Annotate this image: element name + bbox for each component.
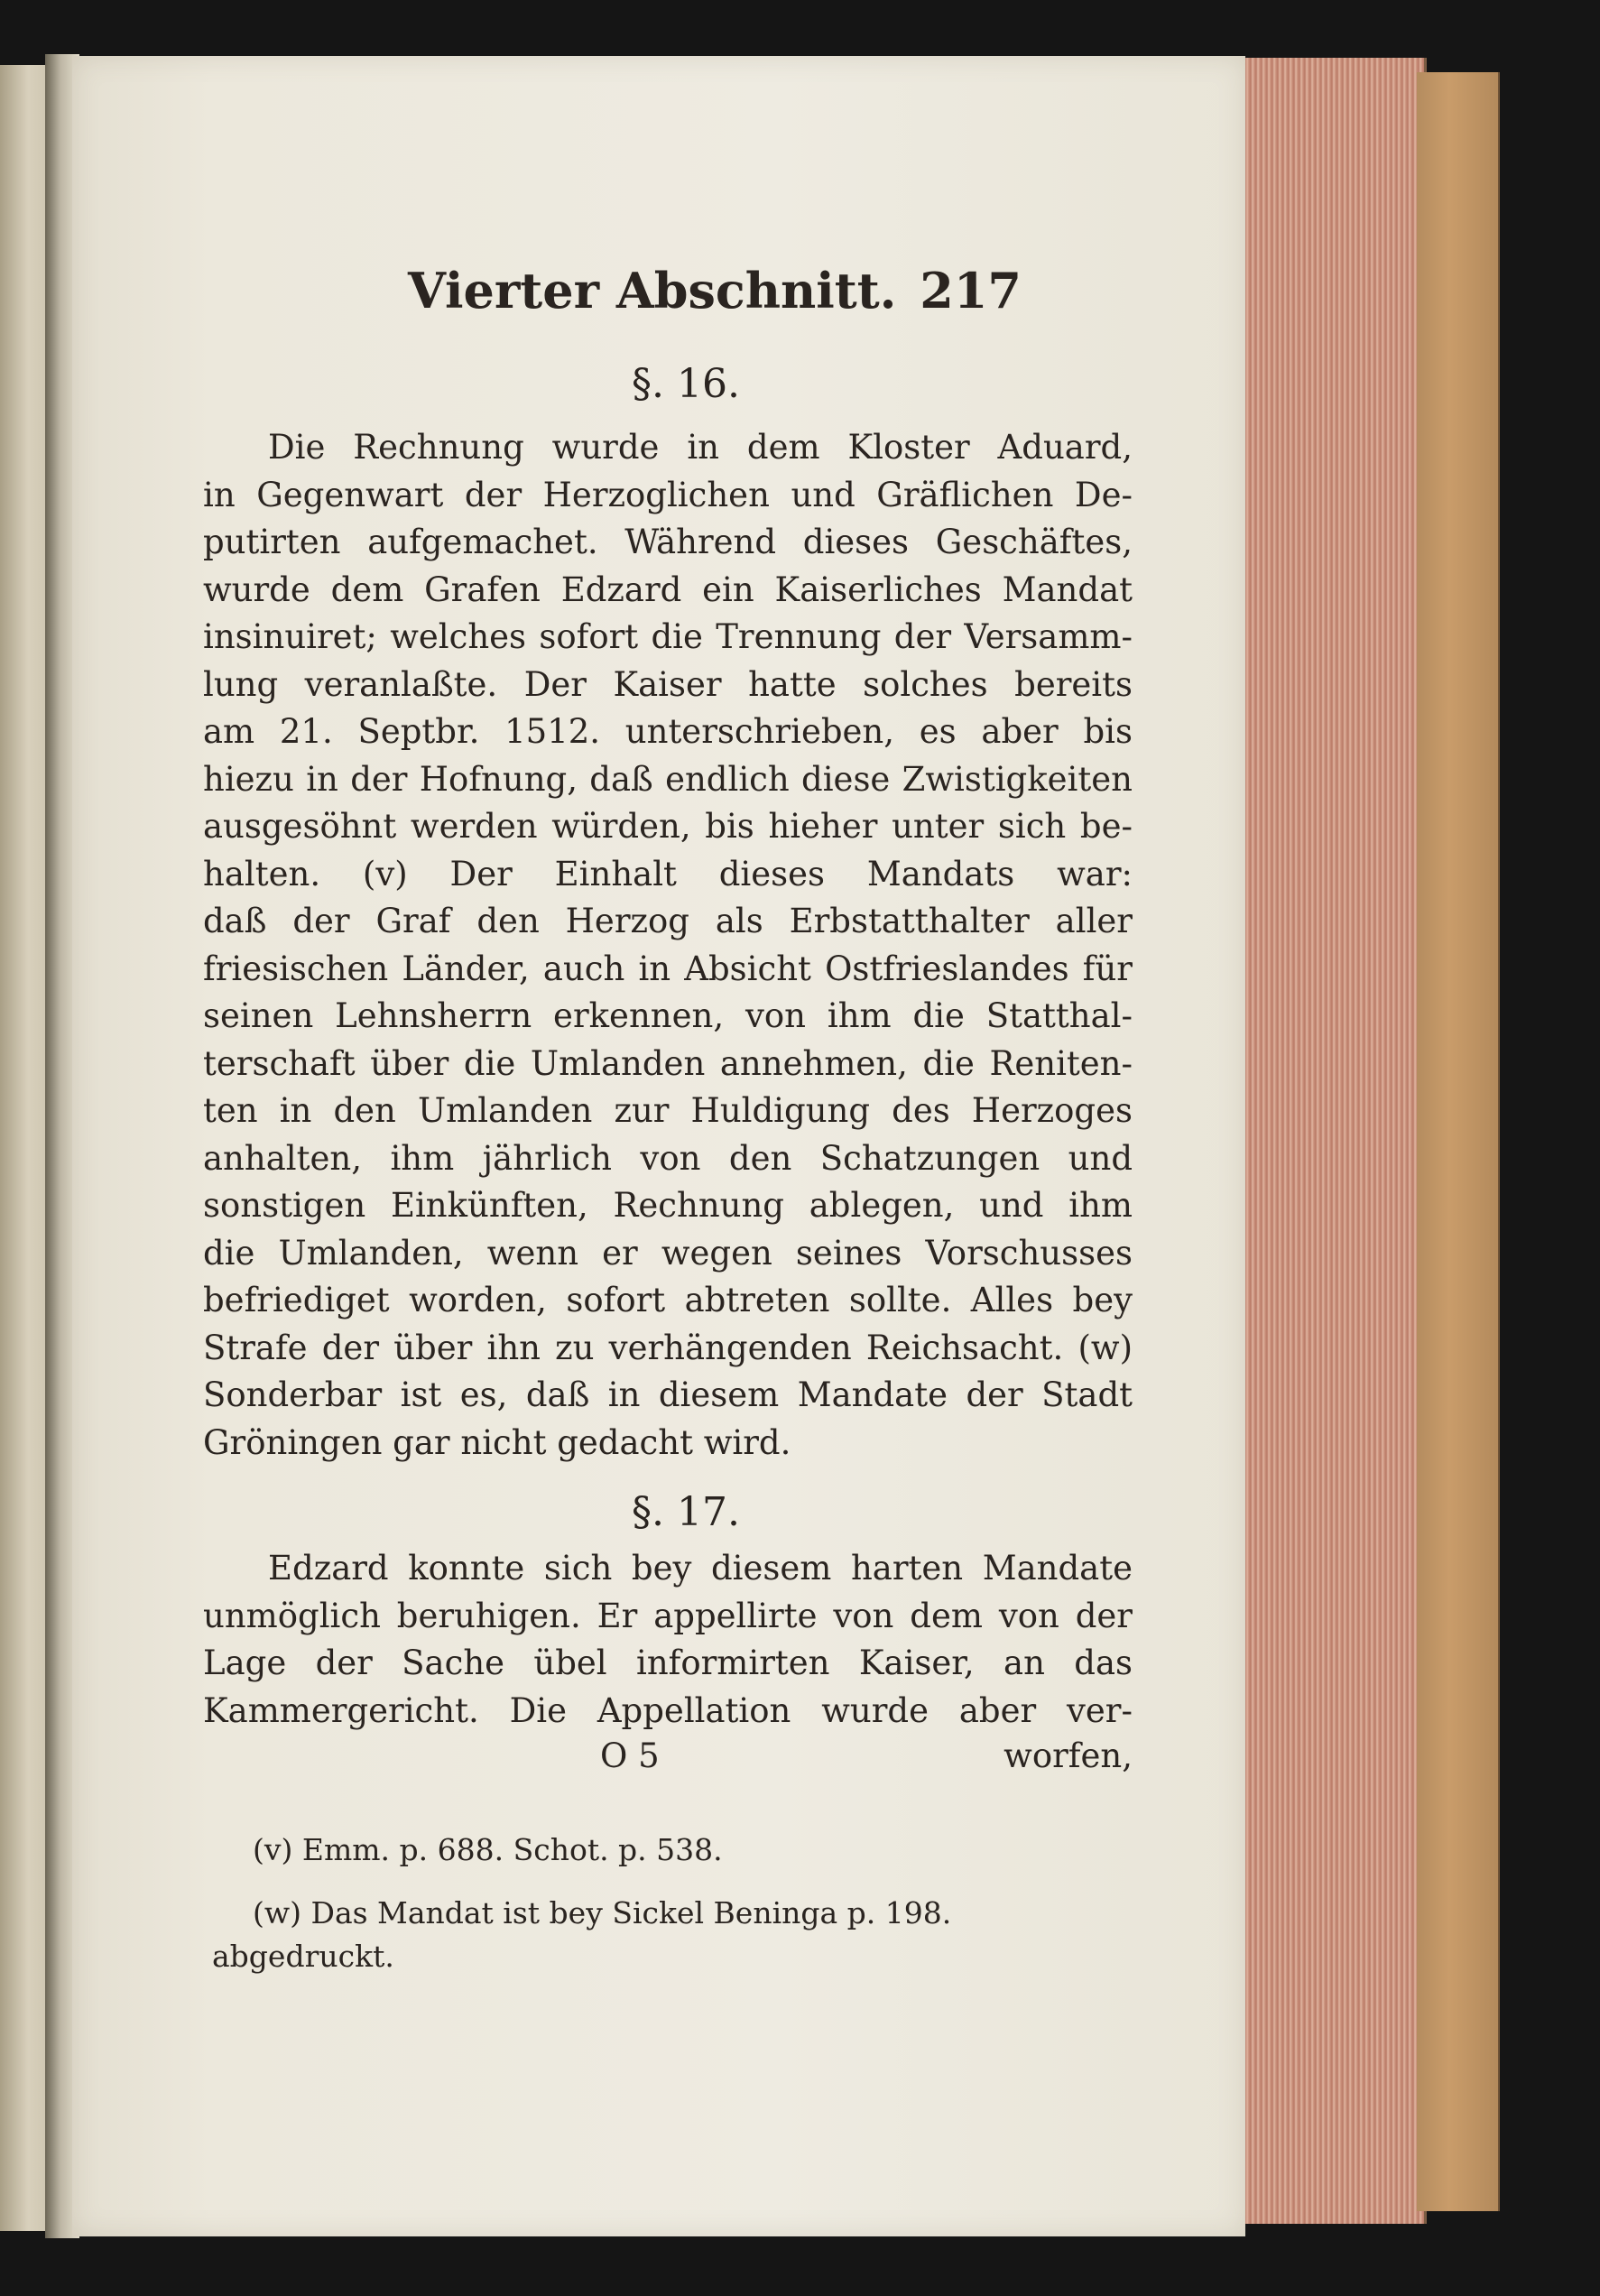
text-line: daß der Graf den Herzog als Erbstatthalter aller [203, 902, 1133, 940]
text-line: putirten aufgemachet. Während dieses Geschäftes, [203, 523, 1133, 561]
text-line: hiezu in der Hofnung, daß endlich diese Zwistigkeiten [203, 759, 1133, 799]
facing-page-edge [0, 65, 47, 2231]
text-line: lung veranlaßte. Der Kaiser hatte solches bereits [203, 664, 1133, 704]
text-line: die Umlanden, wenn er wegen seines Vorschusses [203, 1233, 1133, 1273]
text-line: terschaft über die Umlanden annehmen, die Reniten- [203, 1043, 1133, 1083]
page-number: 217 [920, 262, 1022, 319]
text-line: Sonderbar ist es, daß in diesem Mandate der Stadt [203, 1375, 1133, 1414]
text-line: Edzard konnte sich bey diesem harten Mandate [268, 1549, 1133, 1588]
footnote-w-line: (w) Das Mandat ist bey Sickel Beninga p. 198. [253, 1895, 952, 1930]
paragraph-section-17 [203, 1545, 1133, 1735]
text-line: wurde dem Grafen Edzard ein Kaiserliches Mandat [203, 569, 1133, 609]
text-line: Gröningen gar nicht gedacht wird. [203, 1422, 791, 1462]
text-line: in Gegenwart der Herzoglichen und Gräflichen De- [203, 475, 1133, 514]
text-line: ausgesöhnt werden würden, bis hieher unter sich be- [203, 807, 1133, 846]
text-line: seinen Lehnsherrn erkennen, von ihm die Statthal- [203, 996, 1133, 1035]
text-line: am 21. Septbr. 1512. unterschrieben, es aber bis [203, 712, 1133, 751]
signature-line [203, 1736, 1133, 1783]
text-line: friesischen Länder, auch in Absicht Ostfrieslandes für [203, 949, 1133, 988]
text-line: halten. (v) Der Einhalt dieses Mandats war: [203, 854, 1133, 893]
running-title: Vierter Abschnitt. [408, 262, 897, 319]
signature-mark: O 5 [600, 1736, 660, 1775]
text-line: Kammergericht. Die Appellation wurde aber ver- [203, 1690, 1133, 1730]
text-line: insinuiret; welches sofort die Trennung der Versamm- [203, 617, 1133, 656]
footnote-w [212, 1892, 1133, 1978]
footnote-w-line: abgedruckt. [212, 1939, 394, 1974]
book-page [72, 56, 1245, 2236]
section-heading: §. 17. [632, 1489, 740, 1535]
text-line: Die Rechnung wurde in dem Kloster Aduard, [268, 428, 1133, 467]
text-line: Lage der Sache übel informirten Kaiser, an das [203, 1643, 1133, 1682]
paragraph-section-16 [203, 424, 1133, 1467]
text-line: anhalten, ihm jährlich von den Schatzungen und [203, 1138, 1133, 1178]
cover-board [1417, 72, 1500, 2211]
text-line: ten in den Umlanden zur Huldigung des Herzoges [203, 1091, 1133, 1130]
section-heading: §. 16. [632, 361, 740, 407]
text-line: Strafe der über ihn zu verhängenden Reichsacht. (w) [203, 1328, 1133, 1367]
running-head [408, 262, 1022, 325]
text-line: unmöglich beruhigen. Er appellirte von dem von der [203, 1596, 1133, 1635]
text-line: befriediget worden, sofort abtreten sollte. Alles bey [203, 1281, 1133, 1319]
catchword: worfen, [1003, 1736, 1133, 1775]
text-line: sonstigen Einkünften, Rechnung ablegen, und ihm [203, 1186, 1133, 1225]
footnote-v: (v) Emm. p. 688. Schot. p. 538. [253, 1832, 723, 1867]
